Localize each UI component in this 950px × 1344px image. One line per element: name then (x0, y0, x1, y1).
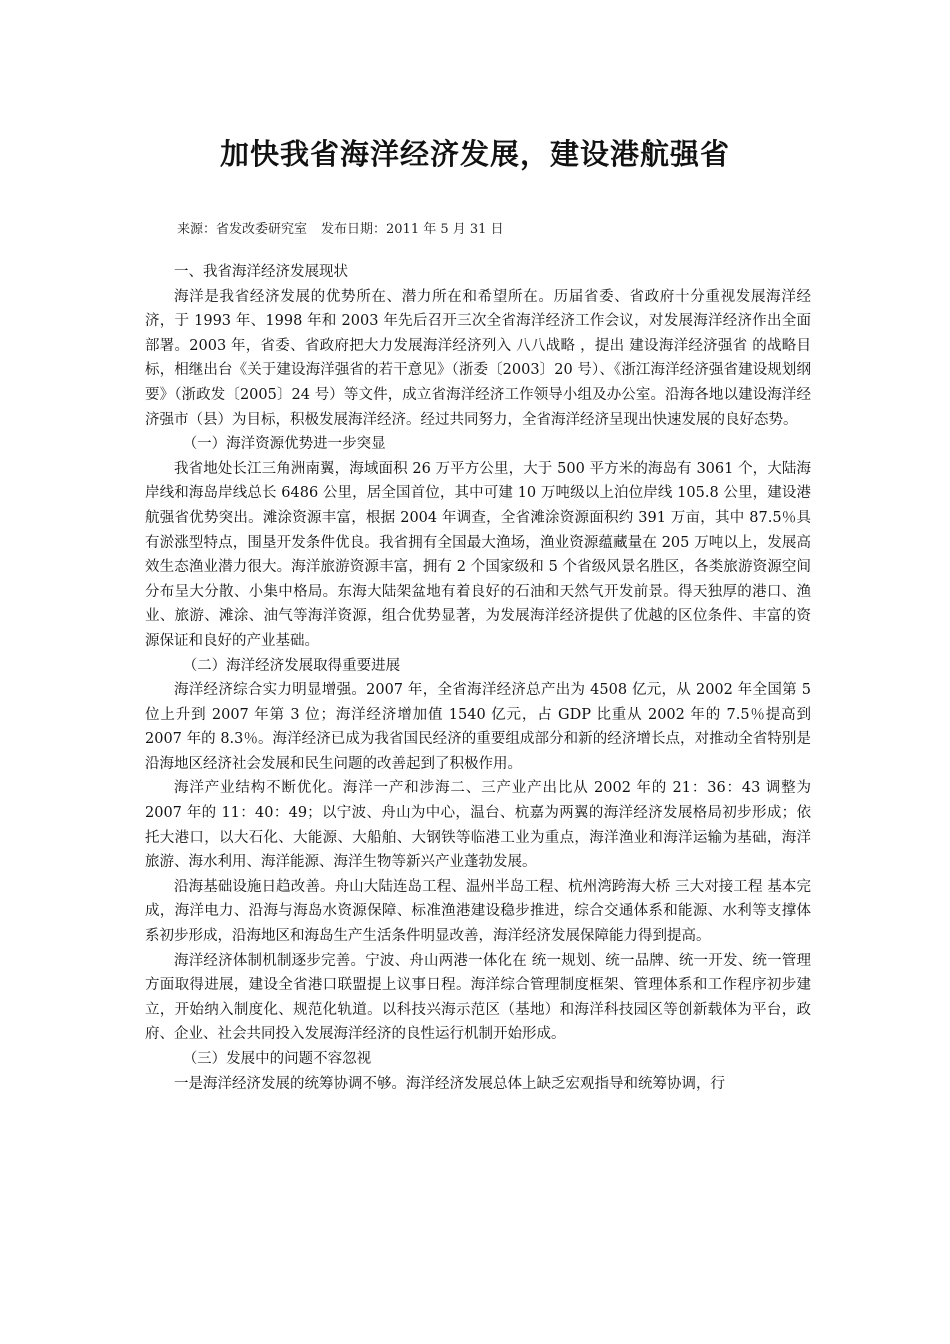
paragraph: 海洋产业结构不断优化。海洋一产和涉海二、三产业产出比从 2002 年的 21：36：43 调整为 2007 年的 11：40：49；以宁波、舟山为中心，温台、杭嘉为两翼的海洋经济发展格局初步形成；依托大港口，以大石化、大能源、大船舶、大钢铁等临港工业为重点，海洋渔业和海洋运输为基础，海洋旅游、海水利用、海洋能源、海洋生物等新兴产业蓬勃发展。 (145, 780, 811, 871)
paragraph: 沿海基础设施日趋改善。舟山大陆连岛工程、温州半岛工程、杭州湾跨海大桥 三大对接工程 基本完成，海洋电力、沿海与海岛水资源保障、标准渔港建设稳步推进，综合交通体系和能源、水利等支撑体系初步形成，沿海地区和海岛生产生活条件明显改善，海洋经济发展保障能力得到提高。 (145, 878, 811, 945)
publish-date: 发布日期：2011 年 5 月 31 日 (321, 222, 504, 237)
section-heading: 一、我省海洋经济发展现状 (174, 264, 348, 280)
subsection-heading: （三）发展中的问题不容忽视 (182, 1051, 372, 1067)
subsection-heading: （二）海洋经济发展取得重要进展 (182, 657, 401, 674)
paragraph: 海洋经济体制机制逐步完善。宁波、舟山两港一体化在 统一规划、统一品牌、统一开发、统一管理 方面取得进展，建设全省港口联盟提上议事日程。海洋综合管理制度框架、管理体系和工作程序初步建立，开始纳入制度化、规范化轨道。以科技兴海示范区（基地）和海洋科技园区等创新载体为平台，政府、企业、社会共同投入发展海洋经济的良性运行机制开始形成。 (145, 952, 811, 1043)
subsection-heading: （一）海洋资源优势进一步突显 (182, 436, 386, 453)
paragraph: 我省地处长江三角洲南翼，海域面积 26 万平方公里，大于 500 平方米的海岛有 3061 个，大陆海岸线和海岛岸线总长 6486 公里，居全国首位，其中可建 10 万吨级以上泊位岸线 105.8 公里，建设港航强省优势突出。滩涂资源丰富，根据 2004 年调查，全省滩涂资源面积约 391 万亩，其中 87.5％具有淤涨型特点，围垦开发条件优良。我省拥有全国最大渔场，渔业资源蕴藏量在 205 万吨以上，发展高效生态渔业潜力很大。海洋旅游资源丰富，拥有 2 个国家级和 5 个省级风景名胜区，各类旅游资源空间分布呈大分散、小集中格局。东海大陆架盆地有着良好的石油和天然气开发前景。得天独厚的港口、渔业、旅游、滩涂、油气等海洋资源，组合优势显著，为发展海洋经济提供了优越的区位条件、丰富的资源保证和良好的产业基础。 (145, 460, 811, 649)
paragraph: 海洋是我省经济发展的优势所在、潜力所在和希望所在。历届省委、省政府十分重视发展海洋经济，于 1993 年、1998 年和 2003 年先后召开三次全省海洋经济工作会议，对发展海洋经济作出全面部署。2003 年，省委、省政府把大力发展海洋经济列入 八八战略 ，提出 建设海洋经济强省 的战略目标，相继出台《关于建设海洋强省的若干意见》（浙委〔2003〕20 号）、《浙江海洋经济强省建设规划纲要》（浙政发〔2005〕24 号）等文件，成立省海洋经济工作领导小组及办公室。沿海各地以建设海洋经济强市（县）为目标，积极发展海洋经济。经过共同努力，全省海洋经济呈现出快速发展的良好态势。 (145, 288, 811, 428)
document-title: 加快我省海洋经济发展，建设港航强省 (219, 137, 730, 171)
source-label: 来源：省发改委研究室 (177, 222, 308, 237)
paragraph: 海洋经济综合实力明显增强。2007 年，全省海洋经济总产出为 4508 亿元，从 2002 年全国第 5 位上升到 2007 年第 3 位；海洋经济增加值 1540 亿元，占 GDP 比重从 2002 年的 7.5％提高到 2007 年的 8.3％。海洋经济已成为我省国民经济的重要组成部分和新的经济增长点，对推动全省特别是沿海地区经济社会发展和民生问题的改善起到了积极作用。 (145, 682, 811, 772)
document-body (145, 260, 811, 1096)
document-meta (177, 218, 518, 237)
paragraph: 一是海洋经济发展的统筹协调不够。海洋经济发展总体上缺乏宏观指导和统筹协调，行 (174, 1075, 725, 1092)
